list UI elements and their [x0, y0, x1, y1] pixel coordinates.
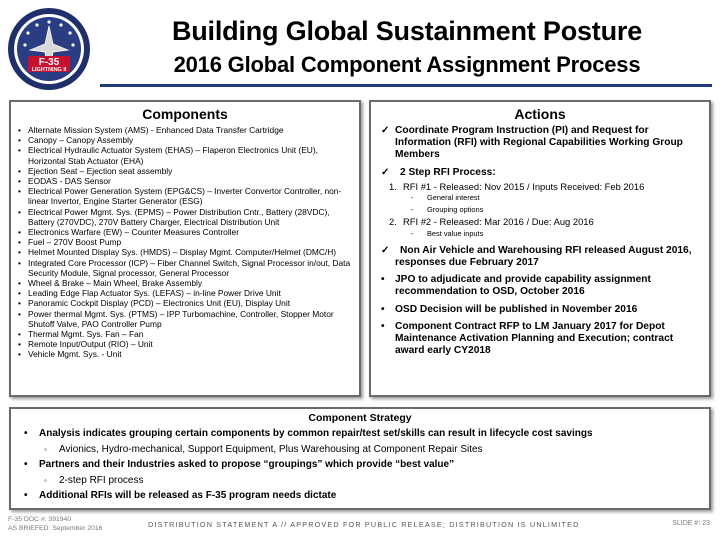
strategy-panel	[9, 407, 711, 510]
rfi-substep	[379, 192, 701, 204]
component-item: • Canopy – Canopy Assembly	[17, 135, 353, 145]
component-item: • Ejection Seat – Ejection seat assembly	[17, 166, 353, 176]
strategy-text: Additional RFIs will be released as F-35 program needs dictate	[39, 490, 337, 501]
strategy-subbullet	[19, 473, 701, 489]
component-item: • Panoramic Cockpit Display (PCD) – Electronics Unit (EU), Display Unit	[17, 298, 353, 308]
components-panel	[9, 100, 361, 397]
strategy-subbullet	[19, 442, 701, 458]
f35-roundel-icon	[6, 6, 92, 92]
rfi-step-number: 2.	[389, 216, 397, 228]
strategy-text: Partners and their Industries asked to propose “groupings” which provide “best value”	[39, 459, 455, 470]
check-icon: ✓	[381, 244, 390, 256]
dash-icon: -	[411, 228, 414, 238]
component-item: • Thermal Mgmt. Sys. Fan – Fan	[17, 329, 353, 339]
action-text: 2 Step RFI Process:	[400, 166, 496, 178]
footer-doc-number: F-35 DOC #: 391940	[8, 516, 72, 523]
component-item: • Remote Input/Output (RIO) – Unit	[17, 339, 353, 349]
action-item	[379, 125, 701, 162]
dash-icon: -	[411, 193, 414, 203]
action-text: Non Air Vehicle and Warehousing RFI released August 2016, responses due February 2017	[395, 244, 692, 269]
dash-icon: -	[411, 205, 414, 215]
rfi-step-text: RFI #2 - Released: Mar 2016 / Due: Aug 2016	[403, 216, 594, 228]
action-text: Component Contract RFP to LM January 2017 for Depot Maintenance Activation Planning and Execution; contract award early CY2018	[395, 320, 674, 357]
rfi-step	[379, 181, 701, 193]
strategy-subtext: 2-step RFI process	[59, 474, 144, 486]
component-item: • Electrical Power Generation System (EPG&CS) – Inverter Convertor Controller, non-linear Invertor, Engine Starter Generator (ESG)	[17, 186, 353, 206]
rfi-substep-text: Grouping options	[427, 205, 484, 215]
strategy-bullet	[19, 457, 701, 473]
footer-doc-info	[8, 515, 102, 533]
action-item	[379, 321, 701, 358]
strategy-bullet	[19, 426, 701, 442]
bullet-icon: •	[381, 274, 385, 286]
rfi-step-number: 1.	[389, 180, 397, 192]
action-item	[379, 167, 701, 179]
component-item: • Integrated Core Processor (ICP) – Fiber Channel Switch, Signal Processor in/out, Data Security Module, Signal processor, General Processor	[17, 258, 353, 278]
page-title: Building Global Sustainment Posture	[171, 16, 643, 46]
component-item: • Fuel – 270V Boost Pump	[17, 237, 353, 247]
check-icon: ✓	[381, 125, 390, 136]
components-title: Components	[142, 106, 228, 122]
rfi-step	[379, 216, 701, 228]
component-item: • Vehicle Mgmt. Sys. - Unit	[17, 349, 353, 359]
bullet-icon: •	[24, 428, 28, 439]
actions-panel	[369, 100, 711, 397]
footer-briefed-date: AS BRIEFED: September 2016	[8, 525, 103, 532]
rfi-substep-text: General interest	[427, 193, 480, 203]
strategy-text: Analysis indicates grouping certain components by common repair/test set/skills can result in lifecycle cost savings	[39, 428, 593, 439]
rfi-substep	[379, 204, 701, 216]
component-item: • Wheel & Brake – Main Wheel, Brake Assembly	[17, 278, 353, 288]
circle-bullet-icon: ◦	[44, 475, 47, 485]
strategy-title: Component Strategy	[308, 412, 412, 424]
footer-distribution: DISTRIBUTION STATEMENT A // APPROVED FOR PUBLIC RELEASE; DISTRIBUTION IS UNLIMITED	[148, 520, 580, 529]
component-item: • Alternate Mission System (AMS) - Enhanced Data Transfer Cartridge	[17, 125, 353, 135]
title-rule	[100, 84, 712, 87]
action-item	[379, 304, 701, 316]
components-list	[17, 125, 353, 360]
actions-title: Actions	[514, 106, 566, 122]
component-item: • EODAS - DAS Sensor	[17, 176, 353, 186]
rfi-substep-text: Best value inputs	[427, 228, 484, 238]
bullet-icon: •	[24, 490, 28, 501]
strategy-bullet	[19, 488, 701, 504]
component-item: • Electrical Power Mgmt. Sys. (EPMS) – Power Distribution Cntr., Battery (28VDC), Battery (270VDC), 270V Battery Charger, Electrical Distribution Unit	[17, 207, 353, 227]
action-item	[379, 245, 701, 269]
action-text: JPO to adjudicate and provide capability assignment recommendation to OSD, October 2016	[395, 274, 651, 298]
action-text: Coordinate Program Instruction (PI) and Request for Information (RFI) with Regional Capabilities Working Group Members	[395, 125, 683, 161]
bullet-icon: •	[381, 303, 385, 315]
strategy-subtext: Avionics, Hydro-mechanical, Support Equipment, Plus Warehousing at Component Repair Sites	[59, 443, 483, 455]
component-item: • Electrical Hydraulic Actuator System (EHAS) – Flaperon Electronics Unit (EU), Horizontal Stab Actuator (EHA)	[17, 145, 353, 165]
f35-logo	[6, 6, 92, 92]
check-icon: ✓	[381, 166, 390, 178]
component-item: • Helmet Mounted Display Sys. (HMDS) – Display Mgmt. Computer/Helmet (DMC/H)	[17, 247, 353, 257]
component-item: • Power thermal Mgmt. Sys. (PTMS) – IPP Turbomachine, Controller, Stopper Motor Shutoff Valve, PAO Controller Pump	[17, 309, 353, 329]
rfi-step-text: RFI #1 - Released: Nov 2015 / Inputs Received: Feb 2016	[403, 180, 645, 192]
logo-bottom-text: LIGHTNING II	[31, 67, 67, 73]
component-item: • Leading Edge Flap Actuator Sys. (LEFAS) – in-line Power Drive Unit	[17, 288, 353, 298]
action-item	[379, 274, 701, 298]
footer-slide-number: SLIDE #: 23	[672, 520, 710, 527]
rfi-substep	[379, 228, 701, 240]
page-subtitle: 2016 Global Component Assignment Process	[173, 52, 641, 77]
action-text: OSD Decision will be published in November 2016	[395, 303, 638, 315]
circle-bullet-icon: ◦	[44, 444, 47, 454]
bullet-icon: •	[381, 320, 385, 332]
bullet-icon: •	[24, 459, 28, 470]
component-item: • Electronics Warfare (EW) – Counter Measures Controller	[17, 227, 353, 237]
logo-top-text: F-35	[38, 57, 60, 68]
